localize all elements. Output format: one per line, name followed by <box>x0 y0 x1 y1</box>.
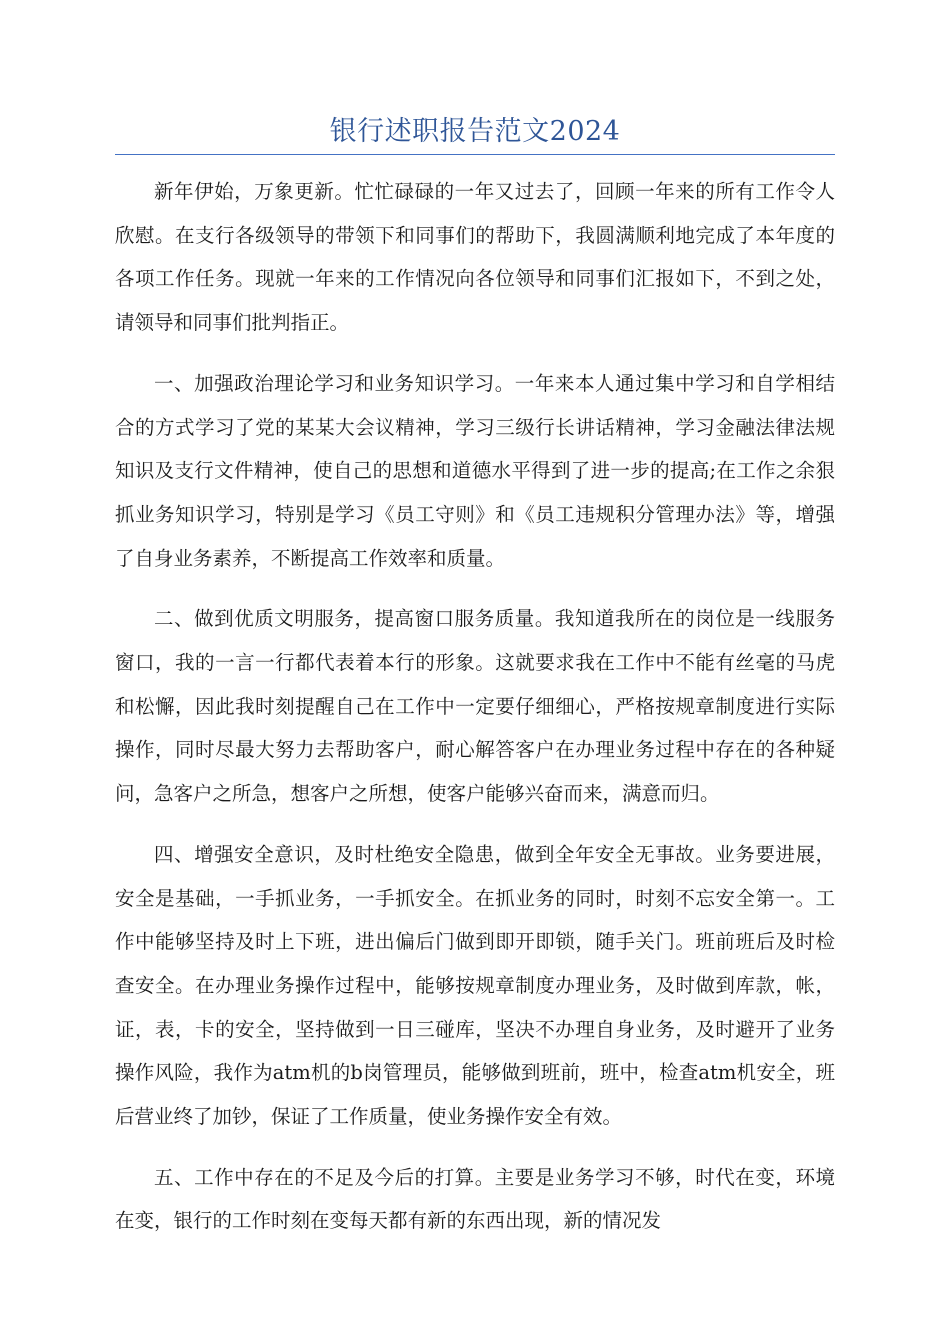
paragraph-study: 一、加强政治理论学习和业务知识学习。一年来本人通过集中学习和自学相结合的方式学习了党的某某大会议精神，学习三级行长讲话精神，学习金融法律法规知识及支行文件精神，使自己的思想和道德水平得到了进一步的提高;在工作之余狠抓业务知识学习，特别是学习《员工守则》和《员工违规积分管理办法》等，增强了自身业务素养，不断提高工作效率和质量。 <box>115 371 835 570</box>
document-body <box>115 170 835 1260</box>
title-underline <box>115 154 835 155</box>
document-title: 银行述职报告范文2024 <box>329 116 621 147</box>
paragraph-safety: 四、增强安全意识，及时杜绝安全隐患，做到全年安全无事故。业务要进展，安全是基础，一手抓业务，一手抓安全。在抓业务的同时，时刻不忘安全第一。工作中能够坚持及时上下班，进出偏后门做到即开即锁，随手关门。班前班后及时检查安全。在办理业务操作过程中，能够按规章制度办理业务，及时做到库款，帐，证，表，卡的安全，坚持做到一日三碰库，坚决不办理自身业务，及时避开了业务操作风险，我作为atm机的b岗管理员，能够做到班前，班中，检查atm机安全，班后营业终了加钞，保证了工作质量，使业务操作安全有效。 <box>115 842 835 1129</box>
paragraph-service: 二、做到优质文明服务，提高窗口服务质量。我知道我所在的岗位是一线服务窗口，我的一言一行都代表着本行的形象。这就要求我在工作中不能有丝毫的马虎和松懈，因此我时刻提醒自己在工作中一定要仔细细心，严格按规章制度进行实际操作，同时尽最大努力去帮助客户，耐心解答客户在办理业务过程中存在的各种疑问，急客户之所急，想客户之所想，使客户能够兴奋而来，满意而归。 <box>115 607 835 806</box>
paragraph-intro: 新年伊始，万象更新。忙忙碌碌的一年又过去了，回顾一年来的所有工作令人欣慰。在支行各级领导的带领下和同事们的帮助下，我圆满顺利地完成了本年度的各项工作任务。现就一年来的工作情况向各位领导和同事们汇报如下，不到之处，请领导和同事们批判指正。 <box>115 180 835 335</box>
paragraph-shortcomings: 五、工作中存在的不足及今后的打算。主要是业务学习不够，时代在变，环境在变，银行的工作时刻在变每天都有新的东西出现，新的情况发 <box>115 1165 835 1233</box>
